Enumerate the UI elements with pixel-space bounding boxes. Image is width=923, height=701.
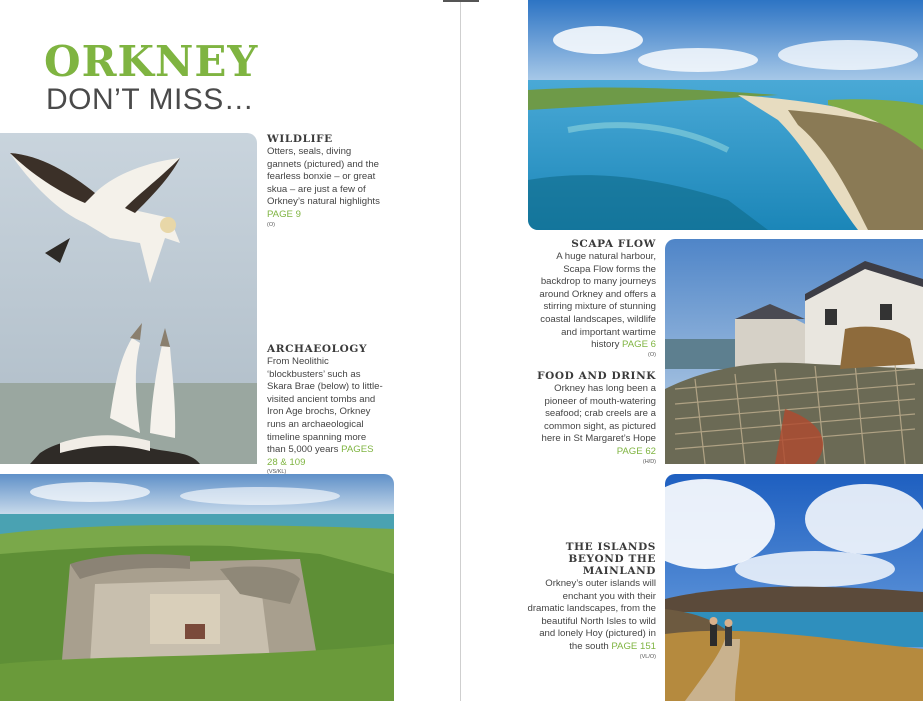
page-reference: PAGE 62 — [616, 445, 656, 457]
photo-credit: (VL/O) — [639, 653, 656, 660]
page-title: ORKNEY — [44, 37, 259, 86]
feature-body: Otters, seals, diving gannets (pictured) and the fearless bonxie – or great skua – are just a few of Orkney’s natural highlights PAGE 9 (O) — [267, 146, 385, 229]
skara-brae-photo — [0, 474, 394, 701]
spine-marker — [443, 0, 479, 2]
feature-body: A huge natural harbour, Scapa Flow forms the backdrop to many journeys around Orkney and offers a stirring mixture of stunning coastal landscapes, wildlife and important wartime history PAGE 6 (O) — [531, 251, 656, 359]
feature-heading: SCAPA FLOW — [571, 238, 656, 250]
feature-heading: WILDLIFE — [267, 133, 333, 145]
aerial-bay-photo — [528, 0, 923, 230]
feature-scapa-flow — [531, 238, 656, 359]
feature-archaeology — [267, 343, 385, 476]
feature-islands — [527, 541, 656, 661]
feature-body: Orkney’s outer islands will enchant you with their dramatic landscapes, from the beautiful North Isles to wild and lonely Hoy (pictured) in the south PAGE 151 (VL/O) — [527, 578, 656, 660]
feature-body: Orkney has long been a pioneer of mouth-watering seafood; crab creels are a common sight, as pictured here in St Margaret’s Hope PAGE 62 (H/D) — [531, 383, 656, 466]
page-reference: PAGE 9 — [267, 208, 301, 220]
page-reference: PAGES 28 & 109 — [267, 444, 374, 468]
hoy-photo — [665, 474, 923, 701]
crab-creels-photo — [665, 239, 923, 464]
photo-credit: (O) — [648, 351, 656, 358]
feature-wildlife — [267, 133, 385, 229]
photo-credit: (VS/KL) — [267, 469, 287, 476]
feature-heading: FOOD AND DRINK — [537, 370, 656, 382]
feature-body: From Neolithic ‘blockbusters’ such as Skara Brae (below) to little-visited ancient tombs and Iron Age brochs, Orkney runs an archaeological timeline spanning more than 5,000 years PAGES 28 & 109 (VS/KL) — [267, 356, 385, 476]
photo-credit: (O) — [267, 221, 275, 228]
feature-food-and-drink — [531, 370, 656, 466]
feature-heading: ARCHAEOLOGY — [267, 343, 368, 355]
gannets-photo — [0, 133, 257, 464]
page-subtitle: DON’T MISS… — [46, 83, 255, 116]
feature-heading: THE ISLANDS BEYOND THE MAINLAND — [565, 541, 656, 577]
page-spine — [460, 0, 461, 701]
page-reference: PAGE 151 — [611, 640, 656, 652]
photo-credit: (H/D) — [642, 458, 656, 465]
page-reference: PAGE 6 — [622, 339, 656, 351]
